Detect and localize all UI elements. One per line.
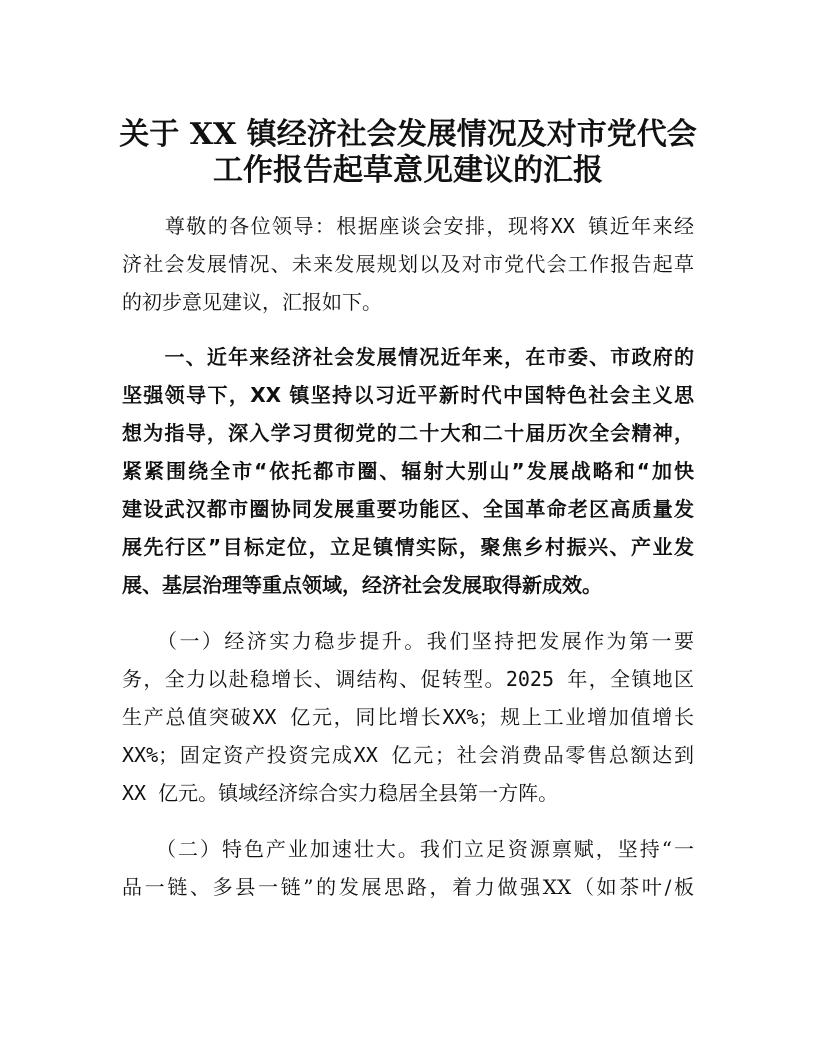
paragraph-line: XX 亿元。镇域经济综合实力稳居全县第一方阵。: [122, 781, 559, 805]
paragraph-line: 品一链、多县一链”的发展思路，着力做强XX（如茶叶/板: [122, 875, 694, 899]
paragraph-line: 一、近年来经济社会发展情况近年来，在市委、市政府的: [122, 345, 694, 369]
paragraph-line: （一）经济实力稳步提升。我们坚持把发展作为第一要: [122, 629, 694, 653]
industry-paragraph: [122, 830, 694, 906]
greeting-paragraph: [122, 207, 694, 321]
paragraph-line: 务，全力以赴稳增长、调结构、促转型。2025 年，全镇地区: [122, 667, 694, 691]
paragraph-line: （二）特色产业加速壮大。我们立足资源禀赋，坚持“一: [122, 837, 694, 861]
document-title-line-2: 工作报告起草意见建议的汇报: [213, 153, 603, 188]
paragraph-line: 想为指导，深入学习贯彻党的二十大和二十届历次全会精神，: [122, 421, 694, 445]
paragraph-line: XX%；固定资产投资完成XX 亿元；社会消费品零售总额达到: [122, 743, 694, 767]
paragraph-line: 尊敬的各位领导：根据座谈会安排，现将XX 镇近年来经: [122, 214, 694, 238]
paragraph-line: 展、基层治理等重点领域，经济社会发展取得新成效。: [122, 573, 602, 597]
economic-strength-paragraph: [122, 622, 694, 812]
document-title-line-1: 关于 XX 镇经济社会发展情况及对市党代会: [119, 117, 697, 152]
paragraph-line: 的初步意见建议，汇报如下。: [122, 290, 382, 314]
paragraph-line: 建设武汉都市圈协同发展重要功能区、全国革命老区高质量发: [122, 497, 694, 521]
paragraph-line: 展先行区”目标定位，立足镇情实际，聚焦乡村振兴、产业发: [122, 535, 694, 559]
paragraph-line: 济社会发展情况、未来发展规划以及对市党代会工作报告起草: [122, 252, 694, 276]
paragraph-line: 生产总值突破XX 亿元，同比增长XX%；规上工业增加值增长: [122, 705, 694, 729]
paragraph-line: 紧紧围绕全市“依托都市圈、辐射大别山”发展战略和“加快: [122, 459, 694, 483]
section-one-paragraph: [122, 338, 694, 604]
paragraph-line: 坚强领导下，XX 镇坚持以习近平新时代中国特色社会主义思: [122, 383, 694, 407]
